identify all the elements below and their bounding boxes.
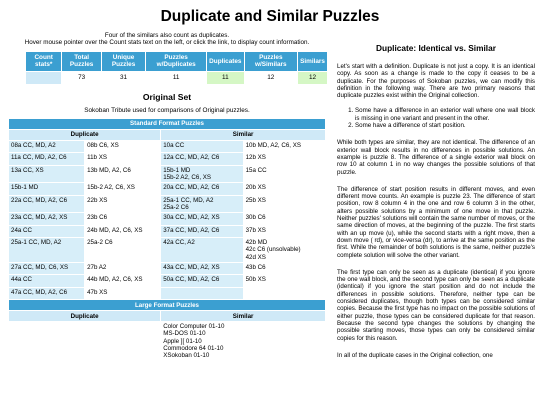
- duplicate-cell: 24b MD, A2, C6, XS: [85, 226, 160, 238]
- table-row: [9, 141, 325, 153]
- similar-cell: 30a CC, MD, A2, XS: [161, 213, 242, 225]
- standard-rows: [9, 141, 325, 299]
- similar-cell: 37a CC, MD, A2, C6: [161, 226, 242, 238]
- duplicate-cell: 15b-1 MD: [9, 183, 84, 195]
- duplicate-cell: 47a CC, MD, A2, C6: [9, 288, 84, 300]
- puzzles-with-similars-value: 12: [267, 74, 275, 82]
- duplicate-cell: 15b-2 A2, C6, XS: [85, 183, 160, 195]
- similar-cell: 20b XS: [244, 183, 325, 195]
- standard-similar-header: Similar: [161, 130, 325, 140]
- right-column: [337, 30, 535, 359]
- duplicates-header: Duplicates: [207, 52, 243, 71]
- similar-cell: 15a CC: [244, 166, 325, 182]
- large-format-row: [9, 322, 325, 360]
- similar-cell: 10b MD, A2, C6, XS: [244, 141, 325, 153]
- duplicate-cell: 24a CC: [9, 226, 84, 238]
- count-stats-table: [25, 51, 328, 85]
- table-row: [9, 288, 325, 300]
- large-format-title: Large Format Puzzles: [9, 300, 325, 310]
- duplicate-cell: 25a-1 CC, MD, A2: [9, 238, 84, 262]
- puzzles-with-duplicates-header: Puzzles w/Duplicates: [146, 52, 206, 71]
- similar-cell: 25b XS: [244, 196, 325, 212]
- table-row: [9, 275, 325, 287]
- unique-puzzles-value: 31: [119, 74, 128, 82]
- duplicate-cell: 11a CC, MD, A2, C6: [9, 153, 84, 165]
- similar-cell: 10a CC: [161, 141, 242, 153]
- identical-vs-similar-heading: Duplicate: Identical vs. Similar: [376, 43, 496, 53]
- comparison-table: [8, 118, 326, 361]
- duplicate-cell: 22a CC, MD, A2, C6: [9, 196, 84, 212]
- standard-duplicate-header: Duplicate: [9, 130, 160, 140]
- count-stats-header-row: [26, 52, 327, 71]
- count-stats-value-row: [26, 72, 327, 84]
- intro-text: [6, 32, 328, 47]
- duplicate-cell: 23a CC, MD, A2, XS: [9, 213, 84, 225]
- left-column: [6, 30, 328, 361]
- similars-value: 12: [298, 72, 327, 84]
- paragraph-4: The first type can only be seen as a duplicate (identical) if you ignore the one wall block, and the second type can only be seen as a duplicate (identical) if you ignore the start position and do not include the differences in possible solutions. Therefore, neither type can be considered duplicates, though both types can be considered similar copies. Because the first type has no impact on the possible solutions of either puzzle, those types can be considered duplicate for that reason. Because the second type changes the solutions by changing the possible starting moves, those types can only be considered similar copies for this reason.: [337, 268, 535, 342]
- similar-cell: [244, 288, 325, 300]
- similar-cell: [161, 288, 242, 300]
- similar-cell: 12a CC, MD, A2, C6: [161, 153, 242, 165]
- similar-cell: 42a CC, A2: [161, 238, 242, 262]
- duplicates-value: 11: [207, 72, 243, 84]
- similar-cell: 50b XS: [244, 275, 325, 287]
- table-row: [9, 213, 325, 225]
- duplicate-cell: 47b XS: [85, 288, 160, 300]
- table-row: [9, 166, 325, 182]
- total-puzzles-value: 73: [78, 74, 86, 82]
- table-row: [9, 263, 325, 275]
- paragraph-2: While both types are similar, they are not identical. The difference of an exterior wall block results in no differences in possible solutions. An example is puzzle 8. The difference of a single exterior wall block on row 10 at column 1 in no way changes the possible solutions of that puzzle.: [337, 139, 535, 176]
- page-title: Duplicate and Similar Puzzles: [160, 8, 380, 25]
- large-similar-header: Similar: [161, 311, 325, 321]
- table-row: [9, 238, 325, 262]
- duplicate-cell: 22b XS: [85, 196, 160, 212]
- duplicate-cell: 23b C6: [85, 213, 160, 225]
- duplicate-cell: 13b MD, A2, C6: [85, 166, 160, 182]
- similar-cell: 50a CC, MD, A2, C6: [161, 275, 242, 287]
- intro-line-2: Hover mouse pointer over the Count stats text on the left, or click the link, to display count information.: [24, 39, 310, 47]
- paragraph-1: Let's start with a definition. Duplicate is not just a copy. It is an identical copy. As soon as a change is made to the copy it ceases to be a duplicate. For the purposes of Sokoban puzzles, we can modify this definition in the following way. There are two primary reasons that duplicate puzzles exist within the Original collection.: [337, 63, 535, 100]
- unique-puzzles-header: Unique Puzzles: [102, 52, 145, 71]
- duplicate-cell: 27a CC, MD, C6, XS: [9, 263, 84, 275]
- similar-cell: 25a-1 CC, MD, A2 25a-2 C6: [161, 196, 242, 212]
- large-duplicate-header: Duplicate: [9, 311, 160, 321]
- count-stats-link[interactable]: Count stats*: [26, 52, 61, 71]
- puzzles-with-duplicates-value: 11: [172, 74, 180, 82]
- original-set-heading: Original Set: [142, 91, 192, 102]
- reason-item-2: 2. Some have a difference of start position.: [355, 122, 535, 129]
- similar-cell: 30b C6: [244, 213, 325, 225]
- duplicate-cell: 13a CC, XS: [9, 166, 84, 182]
- duplicate-cell: 44a CC: [9, 275, 84, 287]
- table-row: [9, 153, 325, 165]
- table-row: [9, 196, 325, 212]
- similar-cell: 20a CC, MD, A2, C6: [161, 183, 242, 195]
- table-row: [9, 183, 325, 195]
- duplicate-cell: 27b A2: [85, 263, 160, 275]
- similar-cell: 15b-1 MD 15b-2 A2, C6, XS: [161, 166, 242, 182]
- count-stats-blank-cell: [26, 72, 61, 84]
- duplicate-cell: 08a CC, MD, A2: [9, 141, 84, 153]
- standard-format-title: Standard Format Puzzles: [9, 119, 325, 129]
- large-duplicate-cell: [9, 322, 160, 360]
- paragraph-5: In all of the duplicate cases in the Original collection, one: [337, 351, 493, 359]
- duplicate-cell: 25a-2 C6: [85, 238, 160, 262]
- similar-cell: 43a CC, MD, A2, XS: [161, 263, 242, 275]
- puzzles-with-similars-header: Puzzles w/Similars: [245, 52, 298, 71]
- reason-item-1: 1. Some have a difference in an exterior wall where one wall block is missing in one variant and present in the other.: [355, 107, 535, 122]
- duplicate-cell: 44b MD, A2, C6, XS: [85, 275, 160, 287]
- similar-cell: 43b C6: [244, 263, 325, 275]
- similar-cell: 12b XS: [244, 153, 325, 165]
- reasons-list: [337, 107, 535, 129]
- similars-header: Similars: [298, 52, 327, 71]
- similar-cell: 37b XS: [244, 226, 325, 238]
- original-set-subtitle: Sokoban Tribute used for comparisons of Original puzzles.: [84, 106, 250, 114]
- similar-cell: 42b MD 42c C6 (unsolvable) 42d XS: [244, 238, 325, 262]
- large-similar-list: Color Computer 01-10 MS-DOS 01-10 Apple ][ 01-10 Commodore 64 01-10 XSokoban 01-10: [161, 322, 325, 360]
- duplicate-cell: 08b C6, XS: [85, 141, 160, 153]
- total-puzzles-header: Total Puzzles: [62, 52, 101, 71]
- duplicate-cell: 11b XS: [85, 153, 160, 165]
- intro-line-1: Four of the similars also count as duplicates.: [104, 32, 230, 39]
- table-row: [9, 226, 325, 238]
- paragraph-3: The difference of start position results in different moves, and even different move counts. An example is puzzle 23. The difference of start position, row 8 column 4 in the one and row 6 column 3 in the other, alters possible solutions by a minimum of one move in that puzzle. Neither puzzles' solutions will contain the same number of moves, or the same direction of moves, at the beginning of the puzzle. The first starts with an up move (u), while the second starts with a right move, then a down move ( rd), or vice-versa (dr), to arrive at the same position as the first. While the remainder of both solutions is the same, neither puzzle's complete solution will solve the other variant.: [337, 185, 535, 259]
